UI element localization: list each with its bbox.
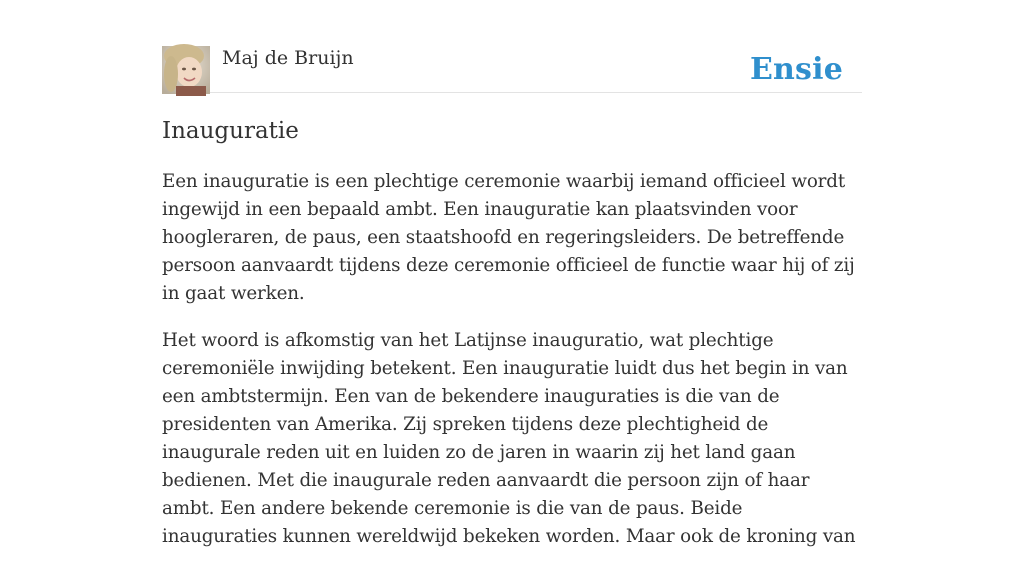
article-header bbox=[162, 46, 862, 93]
paragraph: Het woord is afkomstig van het Latijnse inauguratio, wat plechtige ceremoniële inwijding betekent. Een inauguratie luidt dus het begin in van een ambtstermijn. Een van de bekendere inauguraties is die van de presidenten van Amerika. Zij spreken tijdens deze plechtigheid de inaugurale reden uit en luiden zo de jaren in waarin zij het land gaan bedienen. Met die inaugurale reden aanvaardt die persoon zijn of haar ambt. Een andere bekende ceremonie is die van de paus. Beide inauguraties kunnen wereldwijd bekeken worden. Maar ook de kroning van bbox=[162, 330, 856, 547]
author-name[interactable]: Maj de Bruijn bbox=[222, 47, 354, 69]
paragraph: Een inauguratie is een plechtige ceremonie waarbij iemand officieel wordt ingewijd in een bepaald ambt. Een inauguratie kan plaatsvinden voor hoogleraren, de paus, een staatshoofd en regeringsleiders. De betreffende persoon aanvaardt tijdens deze ceremonie officieel de functie waar hij of zij in gaat werken. bbox=[162, 171, 855, 304]
avatar-image bbox=[162, 46, 210, 94]
article-title: Inauguratie bbox=[162, 118, 299, 144]
author-avatar[interactable] bbox=[162, 46, 210, 94]
brand-logo[interactable]: Ensie bbox=[749, 52, 843, 87]
article-body bbox=[162, 168, 862, 570]
